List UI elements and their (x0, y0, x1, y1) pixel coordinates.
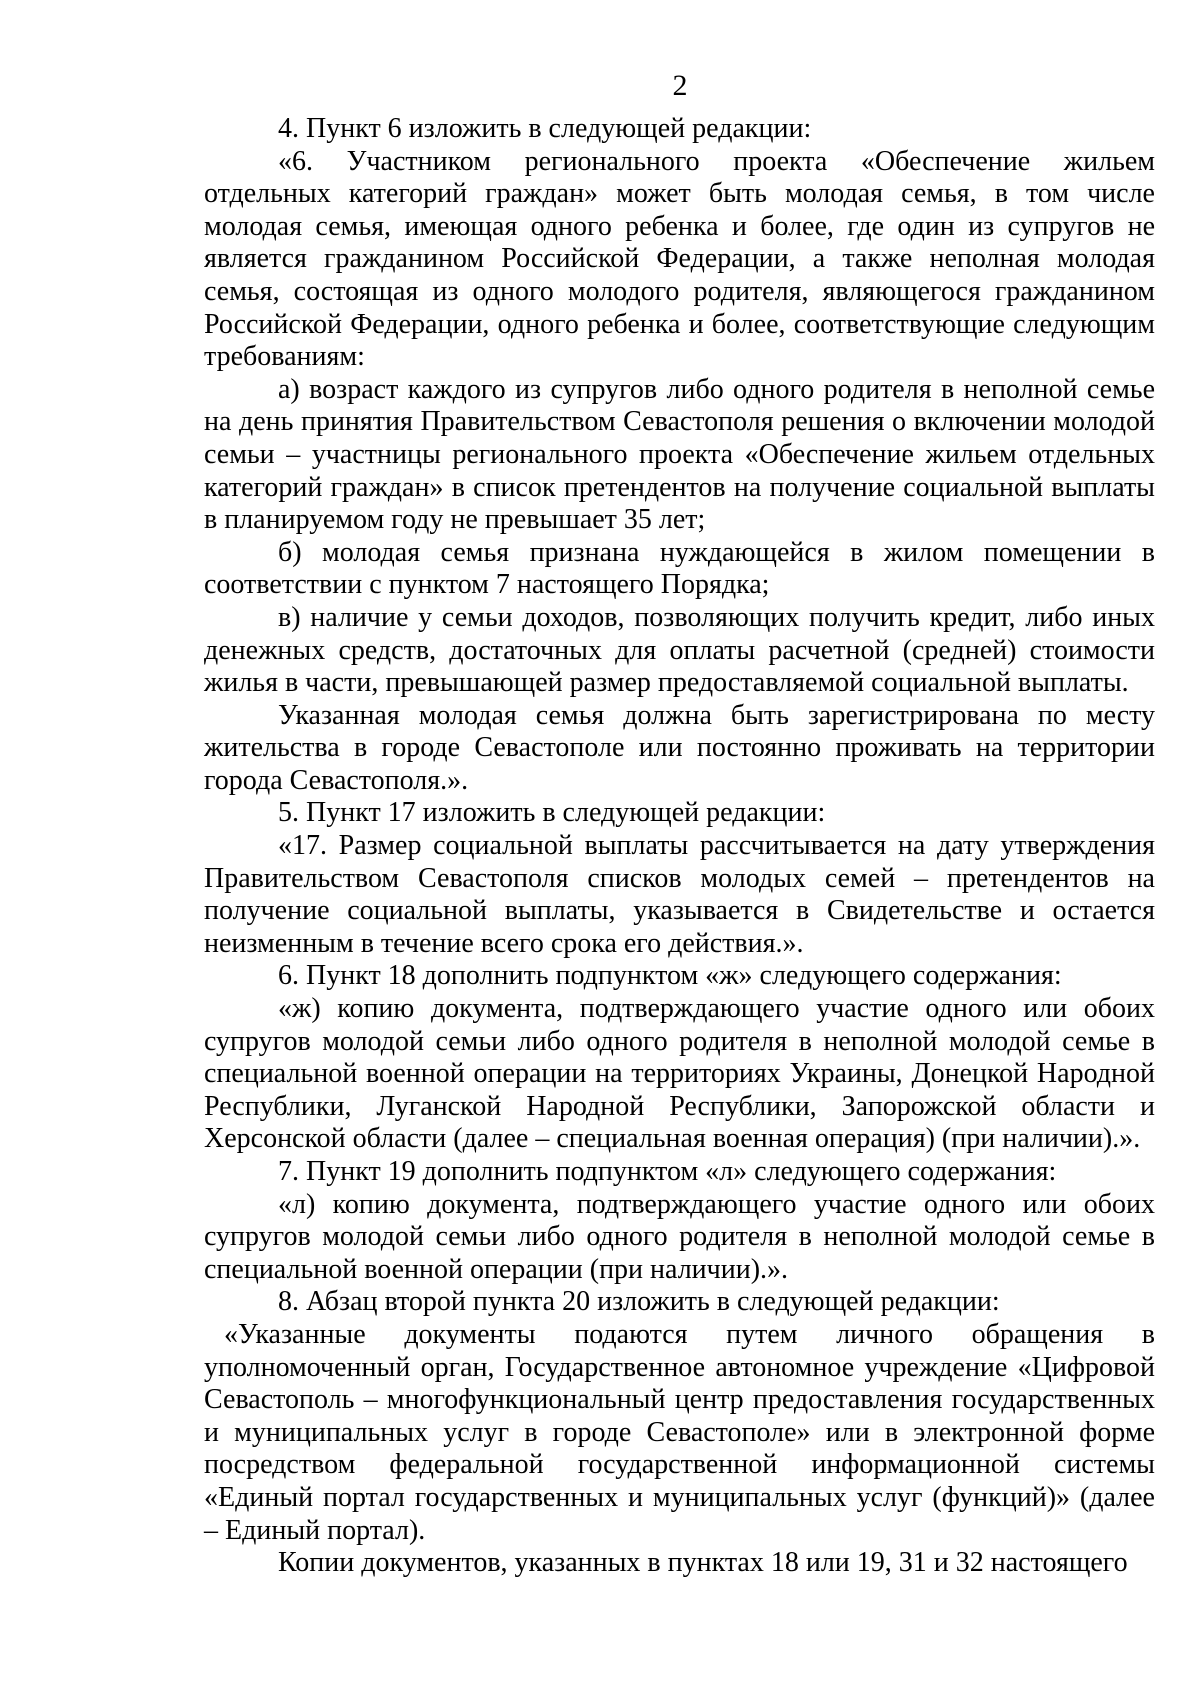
paragraph-item-5-heading: 5. Пункт 17 изложить в следующей редакции: (278, 797, 826, 829)
paragraph-subclause-zh: «ж) копию документа, подтверждающего участие одного или обоих супругов молодой семьи либо одного родителя в неполной молодой семье в специальной военной операции на территориях Украины, Донецкой Народной Республики, Луганской Народной Республики, Запорожской области и Херсонской области (далее – специальная военная операция) (при наличии).». (204, 993, 1155, 1155)
paragraph-subclause-v: в) наличие у семьи доходов, позволяющих получить кредит, либо иных денежных средств, достаточных для оплаты расчетной (средней) стоимости жилья в части, превышающей размер предоставляемой социальной выплаты. (204, 601, 1155, 699)
paragraph-item-6-heading: 6. Пункт 18 дополнить подпунктом «ж» следующего содержания: (278, 960, 1062, 992)
page-number: 2 (672, 69, 688, 102)
paragraph-copies: Копии документов, указанных в пунктах 18 или 19, 31 и 32 настоящего (278, 1547, 1128, 1579)
paragraph-subclause-l: «л) копию документа, подтверждающего участие одного или обоих супругов молодой семьи либо одного родителя в неполной молодой семье в специальной военной операции (при наличии).». (204, 1188, 1155, 1285)
paragraph-item-8-heading: 8. Абзац второй пункта 20 изложить в следующей редакции: (278, 1286, 1000, 1318)
paragraph-subclause-b: б) молодая семья признана нуждающейся в жилом помещении в соответствии с пунктом 7 настоящего Порядка; (204, 536, 1155, 601)
paragraph-item-7-heading: 7. Пункт 19 дополнить подпунктом «л» следующего содержания: (278, 1156, 1057, 1187)
paragraph-registration: Указанная молодая семья должна быть зарегистрирована по месту жительства в городе Севастополе или постоянно проживать на территории города Севастополя.». (204, 699, 1155, 796)
paragraph-clause-17: «17. Размер социальной выплаты рассчитывается на дату утверждения Правительством Севастополя списков молодых семей – претендентов на получение социальной выплаты, указывается в Свидетельстве и остается неизменным в течение всего срока его действия.». (204, 830, 1155, 959)
paragraph-clause-20: «Указанные документы подаются путем личного обращения в уполномоченный орган, Государственное автономное учреждение «Цифровой Севастополь – многофункциональный центр предоставления государственных и муниципальных услуг в городе Севастополе» или в электронной форме посредством федеральной государственной информационной системы «Единый портал государственных и муниципальных услуг (функций)» (далее – Единый портал). (204, 1318, 1155, 1546)
paragraph-item-4-heading: 4. Пункт 6 изложить в следующей редакции: (278, 113, 812, 144)
paragraph-clause-6: «6. Участником регионального проекта «Обеспечение жильем отдельных категорий граждан» может быть молодая семья, в том числе молодая семья, имеющая одного ребенка и более, где один из супругов не является гражданином Российской Федерации, а также неполная молодая семья, состоящая из одного молодого родителя, являющегося гражданином Российской Федерации, одного ребенка и более, соответствующие следующим требованиям: (204, 145, 1155, 373)
document-body (204, 113, 1155, 1580)
paragraph-subclause-a: а) возраст каждого из супругов либо одного родителя в неполной семье на день принятия Правительством Севастополя решения о включении молодой семьи – участницы регионального проекта «Обеспечение жильем отдельных категорий граждан» в список претендентов на получение социальной выплаты в планируемом году не превышает 35 лет; (204, 373, 1155, 536)
